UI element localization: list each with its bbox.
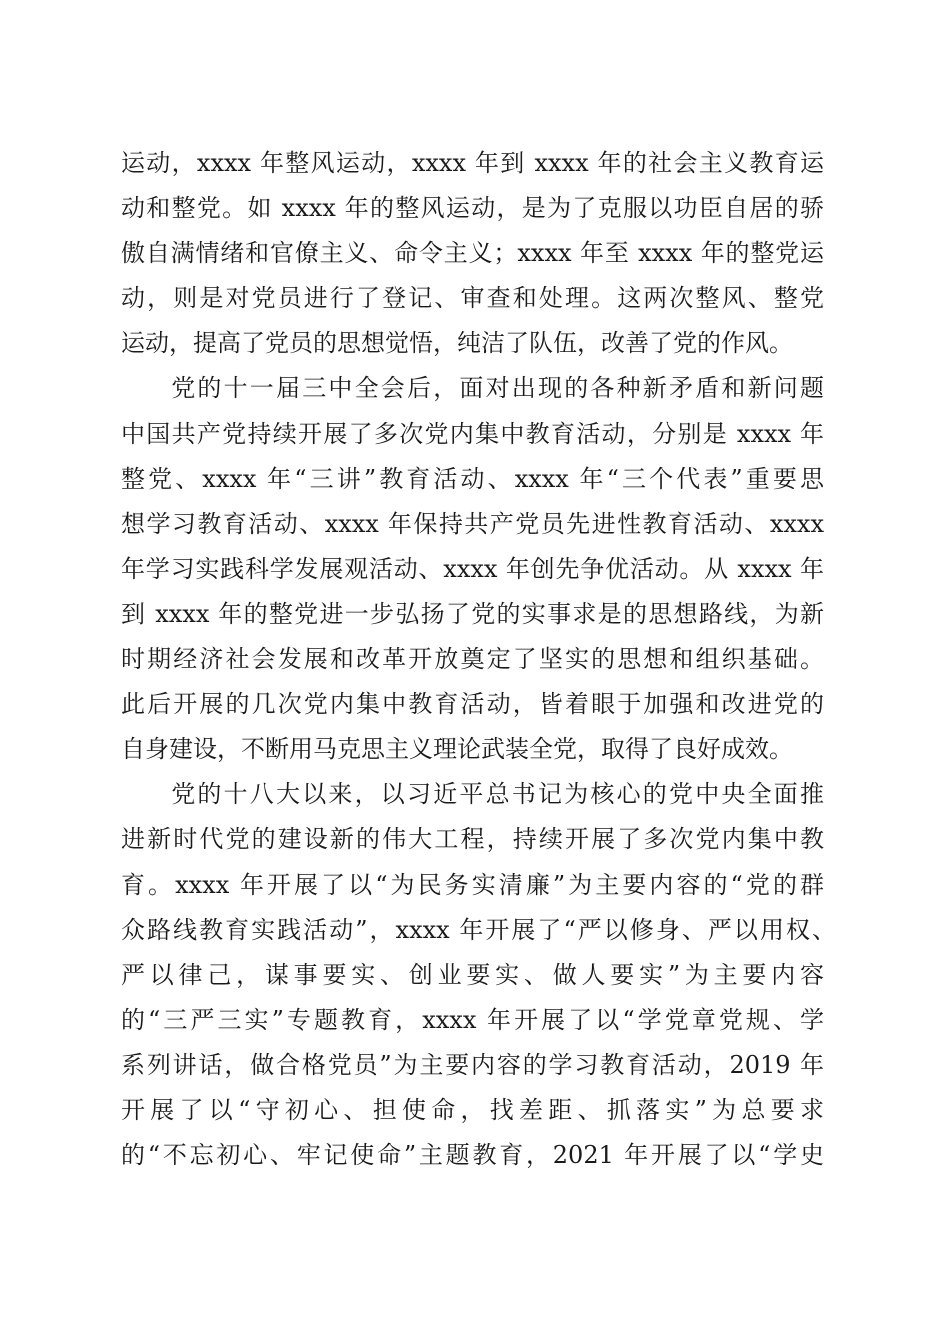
text-line-9: 想学习教育活动、xxxx 年保持共产党员先进性教育活动、xxxx <box>121 509 824 538</box>
text-line-13: 此后开展的几次党内集中教育活动，皆着眼于加强和改进党的 <box>121 690 824 719</box>
text-line-6: 党的十一届三中全会后，面对出现的各种新矛盾和新问题 <box>169 374 824 403</box>
text-line-14: 自身建设，不断用马克思主义理论武装全党，取得了良好成效。 <box>121 735 793 764</box>
text-line-11: 到 xxxx 年的整党进一步弘扬了党的实事求是的思想路线，为新 <box>121 599 824 628</box>
text-line-3: 傲自满情绪和官僚主义、命令主义；xxxx 年至 xxxx 年的整党运 <box>121 239 824 268</box>
text-line-18: 众路线教育实践活动”，xxxx 年开展了“严以修身、严以用权、 <box>121 915 836 944</box>
text-line-20: 的“三严三实”专题教育，xxxx 年开展了以“学党章党规、学 <box>121 1005 824 1034</box>
paragraph-3-first-line <box>121 772 824 817</box>
text-line-21: 系列讲话，做合格党员”为主要内容的学习教育活动，2019 年 <box>121 1050 824 1079</box>
text-line-5: 运动，提高了党员的思想觉悟，纯洁了队伍，改善了党的作风。 <box>121 329 793 358</box>
text-line-2: 动和整党。如 xxxx 年的整风运动，是为了克服以功臣自居的骄 <box>121 194 824 223</box>
text-line-16: 进新时代党的建设新的伟大工程，持续开展了多次党内集中教 <box>121 825 824 854</box>
text-line-1: 运动，xxxx 年整风运动，xxxx 年到 xxxx 年的社会主义教育运 <box>121 149 824 177</box>
text-line-17: 育。xxxx 年开展了以“为民务实清廉”为主要内容的“党的群 <box>121 870 824 899</box>
text-line-15: 党的十八大以来，以习近平总书记为核心的党中央全面推 <box>169 780 824 809</box>
text-line-10: 年学习实践科学发展观活动、xxxx 年创先争优活动。从 xxxx 年 <box>121 554 824 583</box>
text-line-22: 开展了以“守初心、担使命，找差距、抓落实”为总要求 <box>121 1095 824 1124</box>
paragraph-2-first-line <box>121 366 824 411</box>
text-line-4: 动，则是对党员进行了登记、审查和处理。这两次整风、整党 <box>121 284 824 313</box>
text-line-19: 严以律己，谋事要实、创业要实、做人要实”为主要内容 <box>121 960 824 989</box>
text-line-23: 的“不忘初心、牢记使命”主题教育，2021 年开展了以“学史 <box>121 1141 824 1170</box>
text-line-7: 中国共产党持续开展了多次党内集中教育活动，分别是 xxxx 年 <box>121 419 824 448</box>
text-line-8: 整党、xxxx 年“三讲”教育活动、xxxx 年“三个代表”重要思 <box>121 464 824 493</box>
text-line-12: 时期经济社会发展和改革开放奠定了坚实的思想和组织基础。 <box>121 645 824 674</box>
body-text <box>121 141 841 1178</box>
